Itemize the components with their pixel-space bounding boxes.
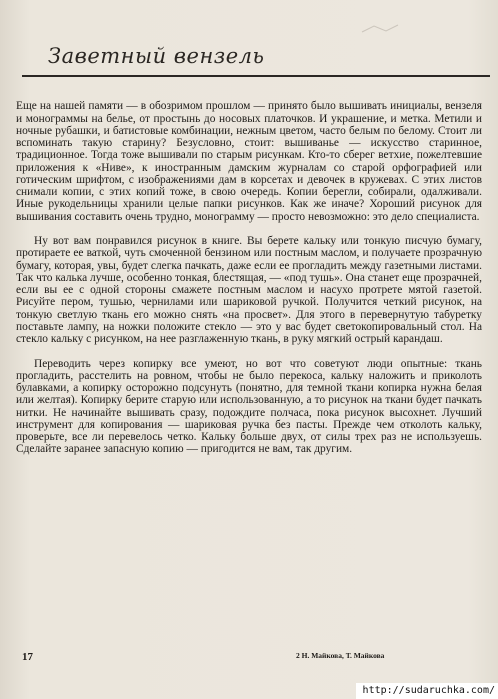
title-underline — [22, 75, 490, 77]
faint-corner-mark — [360, 22, 400, 36]
book-reference: 2 Н. Майкова, Т. Майкова — [296, 651, 385, 660]
paragraph-1: Еще на нашей памяти — в обозримом прошлом — принято было вышивать инициалы, вензеля и монограммы на белье, от простынь до носовых платочков. И украшение, и метка. Метили и ночные рубашки, и батистовые комбинации, нежным цветом, часто белым по белому. Стоит ли вспоминать такую старину? Безусловно, стоит: вышиванье — искусство старинное, традиционное. Тогда тоже вышивали по старым рисункам. Кто-то сберег ветхие, пожелтевшие приложения к «Ниве», к иностранным дамским журналам со старой орфографией или готическим шрифтом, с изображениями дам в корсетах и девочек в кружевах. С этих листов снимали копии, с этих копий тоже, в свою очередь. Копии берегли, собирали, одалживали. Иные рукодельницы хранили целые папки рисунков. Как же иначе? Хороший рисунок для вышивания составить очень трудно, монограмму — просто невозможно: это дело специалиста. — [16, 100, 482, 223]
paragraph-2: Ну вот вам понравился рисунок в книге. Вы берете кальку или тонкую писчую бумагу, протираете ее ваткой, чуть смоченной бензином или постным маслом, и получаете прозрачную бумагу, которая, увы, будет слегка пачкать, даже если ее прогладить между газетными листами. Так что калька лучше, особенно тонкая, блестящая, — «под тушь». Она станет еще прозрачней, если вы ее с одной стороны смажете постным маслом и насухо протрете мятой газетой. Рисуйте пером, тушью, чернилами или шариковой ручкой. Получится четкий рисунок, на тонкую светлую ткань его можно снять «на просвет». Для этого в перевернутую табуретку поставьте лампу, на ножки положите стекло — это у вас будет светокопировальный стол. На стекло кальку с рисунком, на нее разглаженную ткань, в руку мягкий острый карандаш. — [16, 235, 482, 345]
section-title: Заветный вензель — [48, 44, 265, 68]
paragraph-3: Переводить через копирку все умеют, но вот что советуют люди опытные: ткань прогладить, расстелить на ровном, чтобы не было перекоса, кальку наложить и приколоть булавками, а копирку осторожно подсунуть (понятно, для темной ткани копирка нужна белая или желтая). Копирку берите старую или использованную, а то рисунок на ткани будет пачкать нитки. Не начинайте вышивать сразу, подождите полчаса, пока рисунок высохнет. Лучший инструмент для копирования — шариковая ручка без пасты. Прежде чем отколоть кальку, проверьте, все ли перевелось четко. Кальку больше двух, от силы трех раз не используешь. Сделайте заранее запасную копию — пригодится не вам, так другим. — [16, 357, 482, 456]
page-number: 17 — [22, 651, 33, 663]
site-watermark: http://sudaruchka.com/ — [356, 683, 498, 699]
article-body — [16, 88, 482, 468]
